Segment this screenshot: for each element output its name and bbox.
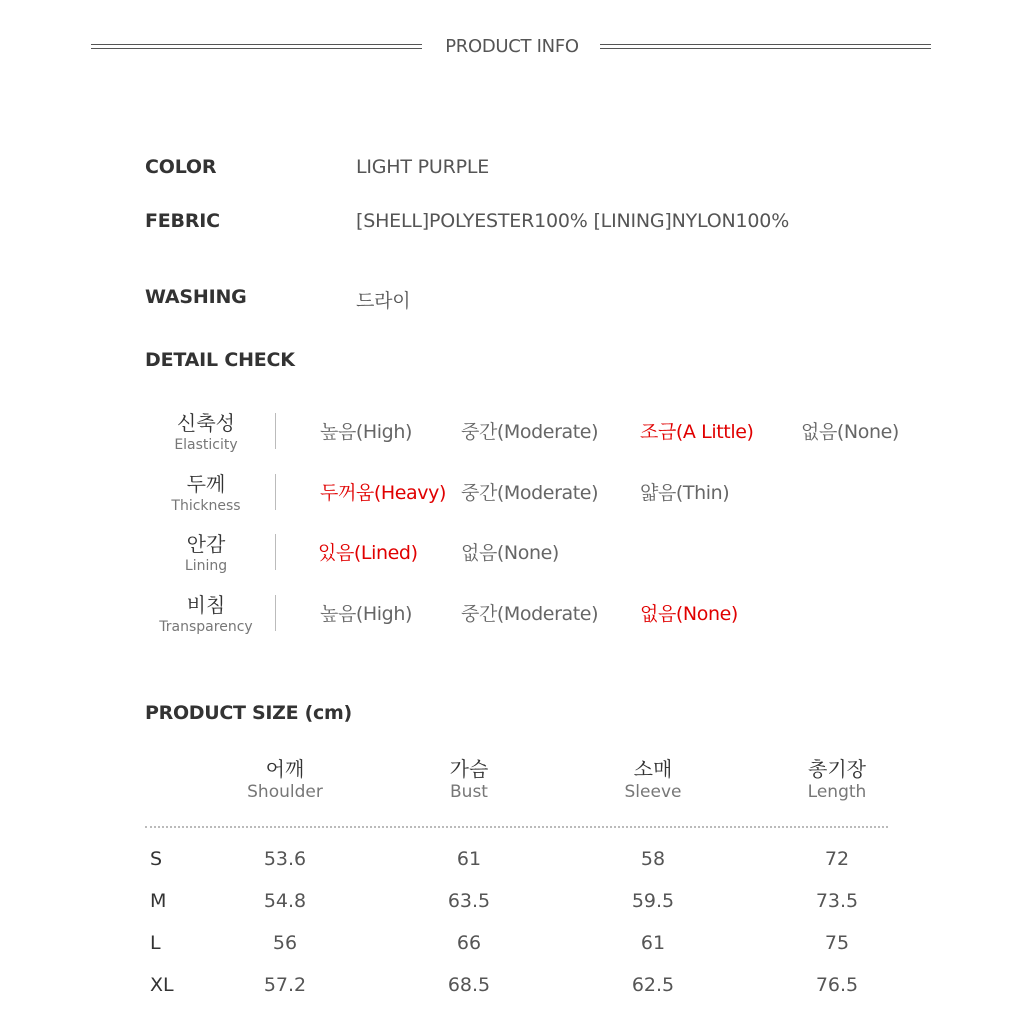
detail-check-title: DETAIL CHECK [145,349,295,371]
detail-option: 중간(Moderate) [461,603,599,625]
size-label: XL [150,974,174,996]
size-label: S [150,848,163,870]
size-value: 59.5 [631,890,675,912]
size-value: 53.6 [263,848,307,870]
detail-category [150,473,262,515]
detail-option-selected: 있음(Lined) [318,542,418,564]
detail-category [150,594,262,636]
detail-category-ko: 비침 [186,593,226,617]
size-label: L [150,932,161,954]
header-line-left [91,44,422,49]
detail-category-en: Thickness [171,498,241,514]
detail-category-ko: 안감 [186,532,226,556]
size-column-header [573,757,733,803]
color-label: COLOR [145,156,217,178]
detail-option: 없음(None) [801,421,899,443]
size-label: M [150,890,167,912]
detail-option-selected: 두꺼움(Heavy) [320,482,446,504]
color-value: LIGHT PURPLE [356,156,490,178]
detail-option-selected: 없음(None) [640,603,738,625]
size-column-en: Shoulder [247,782,323,802]
fabric-label: FEBRIC [145,210,220,232]
size-value: 75 [824,932,850,954]
detail-category [150,412,262,454]
size-value: 76.5 [815,974,859,996]
page-title: PRODUCT INFO [445,36,579,57]
size-column-ko: 소매 [633,757,673,781]
size-value: 73.5 [815,890,859,912]
header-line-right [600,44,931,49]
size-column-header [389,757,549,803]
size-value: 54.8 [263,890,307,912]
product-size-title: PRODUCT SIZE (cm) [145,702,352,724]
size-column-header [757,757,917,803]
detail-category-en: Transparency [159,619,253,635]
size-value: 58 [640,848,666,870]
detail-divider [275,534,276,570]
size-column-en: Length [807,782,867,802]
detail-option: 높음(High) [320,421,413,443]
size-table-divider [145,826,888,828]
fabric-value: [SHELL]POLYESTER100% [LINING]NYLON100% [356,210,790,232]
size-column-en: Sleeve [624,782,682,802]
size-value: 63.5 [447,890,491,912]
size-value: 57.2 [263,974,307,996]
detail-divider [275,595,276,631]
size-column-ko: 가슴 [449,757,489,781]
detail-category-ko: 두께 [186,472,226,496]
washing-label: WASHING [145,286,247,308]
detail-option: 중간(Moderate) [461,482,599,504]
detail-category-en: Lining [184,558,228,574]
detail-category-en: Elasticity [174,437,238,453]
washing-value: 드라이 [356,290,411,312]
detail-option-selected: 조금(A Little) [640,421,754,443]
size-value: 61 [456,848,482,870]
detail-option: 중간(Moderate) [461,421,599,443]
size-value: 68.5 [447,974,491,996]
detail-option: 얇음(Thin) [640,482,730,504]
size-column-ko: 총기장 [808,757,866,781]
size-column-ko: 어깨 [265,757,305,781]
size-column-header [205,757,365,803]
size-value: 61 [640,932,666,954]
detail-option: 높음(High) [320,603,413,625]
size-value: 66 [456,932,482,954]
size-value: 72 [824,848,850,870]
size-value: 62.5 [631,974,675,996]
size-value: 56 [272,932,298,954]
detail-divider [275,413,276,449]
detail-category-ko: 신축성 [177,411,235,435]
detail-option: 없음(None) [461,542,559,564]
detail-category [150,533,262,575]
detail-divider [275,474,276,510]
size-column-en: Bust [450,782,488,802]
